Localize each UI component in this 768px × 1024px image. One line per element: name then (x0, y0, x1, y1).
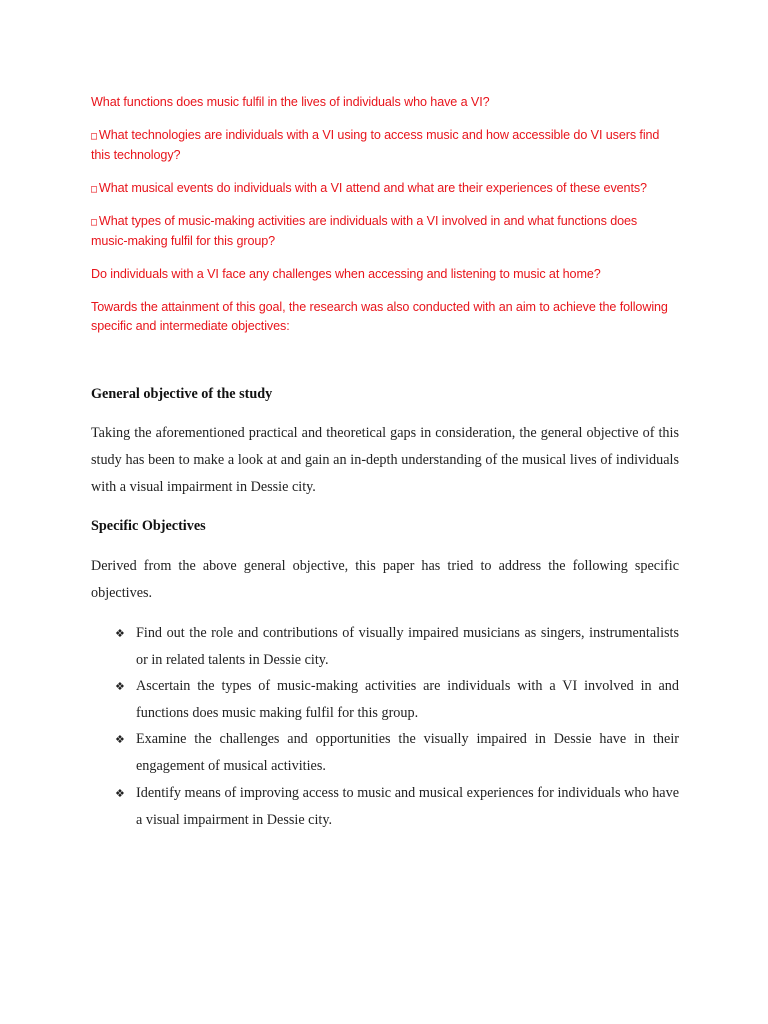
missing-glyph-icon: □ (91, 184, 97, 195)
objective-list-item (115, 780, 679, 834)
specific-objectives-intro: Derived from the above general objective, this paper has tried to address the following specific objectives. (91, 558, 679, 601)
diamond-bullet-icon: ❖ (115, 787, 125, 800)
missing-glyph-icon: □ (91, 217, 97, 228)
research-question-text: What musical events do individuals with a VI attend and what are their experiences of these events? (98, 181, 647, 195)
research-question-6 (91, 298, 671, 336)
missing-glyph-icon: □ (91, 131, 97, 142)
objective-text: Identify means of improving access to music and musical experiences for individuals who have a visual impairment in Dessie city. (136, 785, 679, 828)
objective-list-item (115, 726, 679, 780)
diamond-bullet-icon: ❖ (115, 733, 125, 746)
objective-text: Ascertain the types of music-making activities are individuals with a VI involved in and functions does music making fulfil for this group. (136, 678, 679, 721)
research-question-text: What functions does music fulfil in the lives of individuals who have a VI? (91, 95, 490, 109)
specific-objectives-heading: Specific Objectives (91, 518, 206, 534)
objective-list-item (115, 673, 679, 727)
general-objective-heading: General objective of the study (91, 386, 273, 402)
research-question-text: Towards the attainment of this goal, the research was also conducted with an aim to achieve the following specific and intermediate objectives: (91, 300, 668, 333)
objective-text: Find out the role and contributions of visually impaired musicians as singers, instrumentalists or in related talents in Dessie city. (136, 625, 679, 668)
general-objective-paragraph: Taking the aforementioned practical and theoretical gaps in consideration, the general objective of this study has been to make a look at and gain an in-depth understanding of the musical lives of individuals with a visual impairment in Dessie city. (91, 425, 679, 495)
research-question-text: What technologies are individuals with a VI using to access music and how accessible do VI users find this technology? (91, 128, 660, 162)
objective-text: Examine the challenges and opportunities the visually impaired in Dessie have in their engagement of musical activities. (136, 731, 679, 774)
research-question-1 (91, 93, 671, 112)
objective-list-item (115, 620, 679, 674)
research-question-2 (91, 126, 671, 165)
research-question-text: Do individuals with a VI face any challenges when accessing and listening to music at home? (91, 267, 601, 281)
diamond-bullet-icon: ❖ (115, 627, 125, 640)
research-question-text: What types of music-making activities are individuals with a VI involved in and what functions does music-making fulfil for this group? (91, 214, 638, 248)
diamond-bullet-icon: ❖ (115, 680, 125, 693)
research-question-5 (91, 265, 671, 284)
research-question-3 (91, 179, 671, 199)
research-question-4 (91, 212, 671, 251)
